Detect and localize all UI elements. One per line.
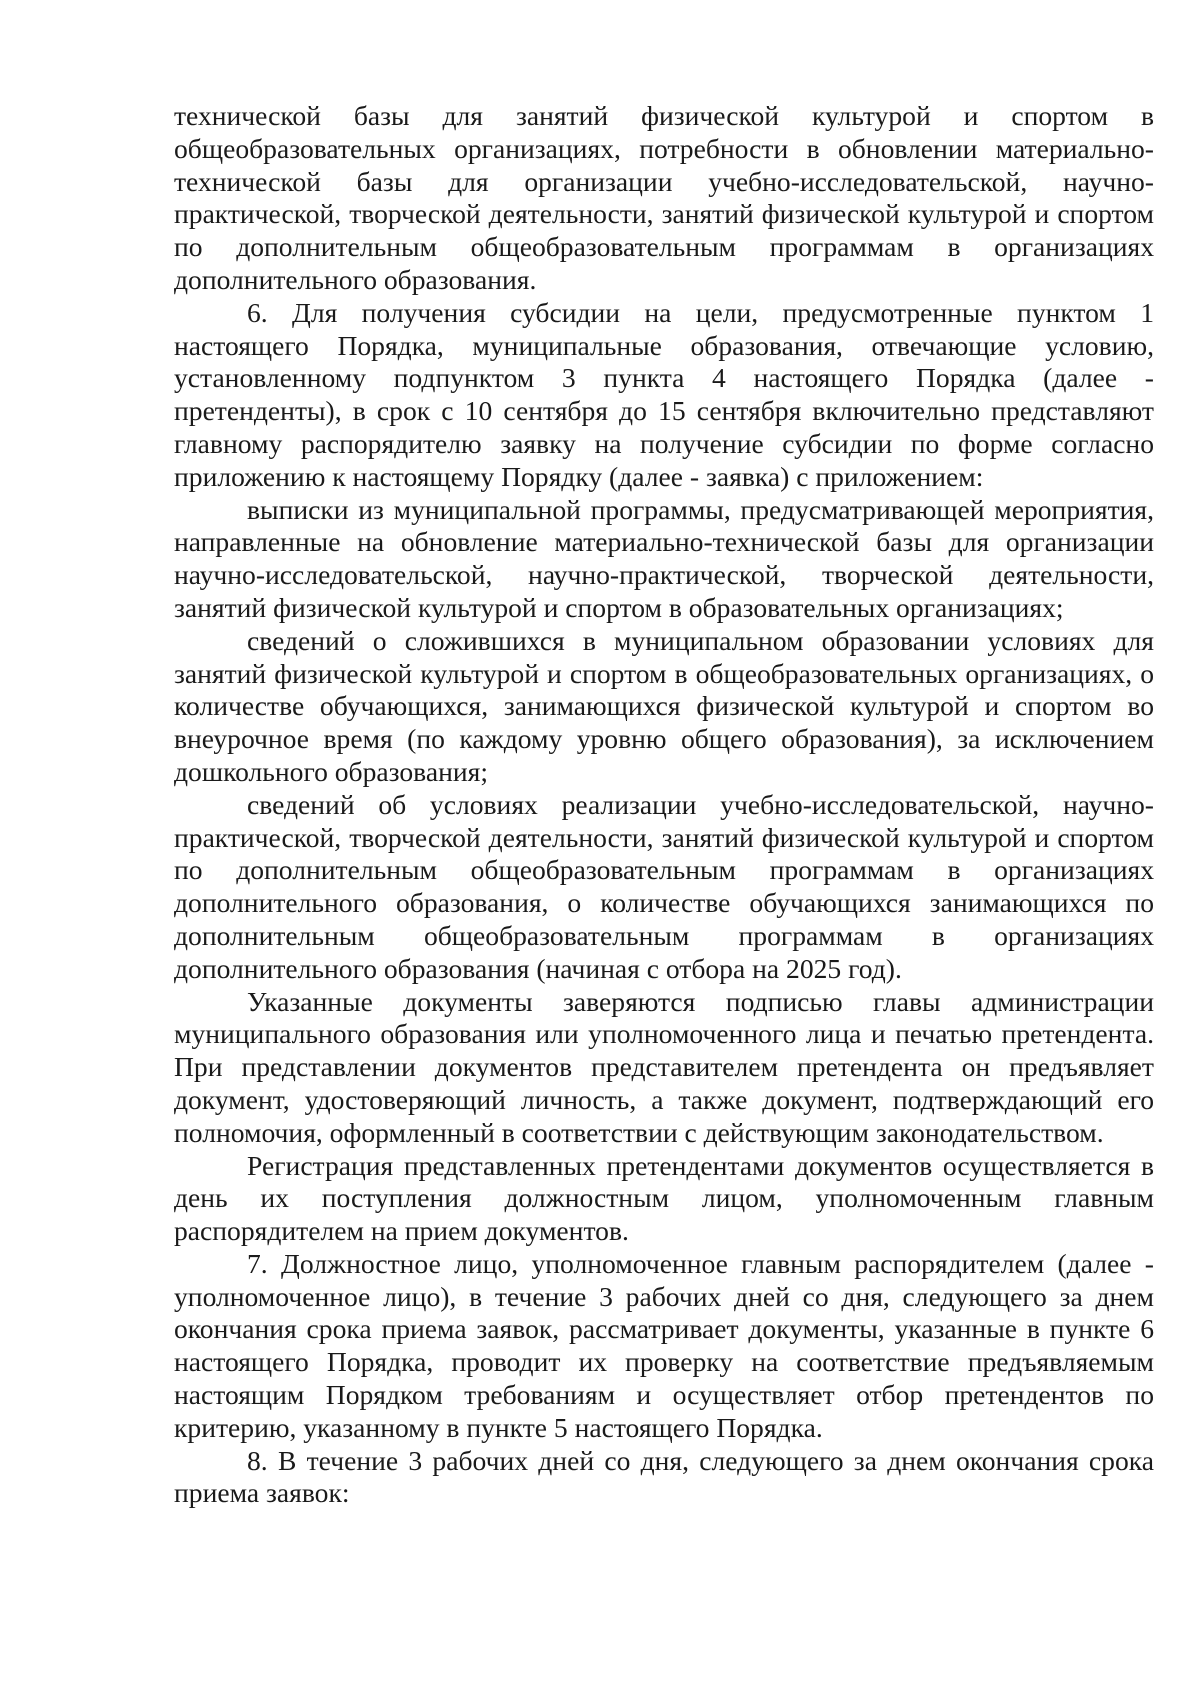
paragraph-registration: Регистрация представленных претендентами документов осуществляется в день их поступления должностным лицом, уполномоченным главным распорядителем на прием документов. — [174, 1149, 1154, 1247]
paragraph-item-6: 6. Для получения субсидии на цели, предусмотренные пунктом 1 настоящего Порядка, муниципальные образования, отвечающие условию, установленному подпунктом 3 пункта 4 настоящего Порядка (далее - претенденты), в срок с 10 сентября до 15 сентября включительно представляют главному распорядителю заявку на получение субсидии по форме согласно приложению к настоящему Порядку (далее - заявка) с приложением: — [174, 296, 1154, 492]
paragraph-item-7: 7. Должностное лицо, уполномоченное главным распорядителем (далее - уполномоченное лицо), в течение 3 рабочих дней со дня, следующего за днем окончания срока приема заявок, рассматривает документы, указанные в пункте 6 настоящего Порядка, проводит их проверку на соответствие предъявляемым настоящим Порядком требованиям и осуществляет отбор претендентов по критерию, указанному в пункте 5 настоящего Порядка. — [174, 1247, 1154, 1443]
paragraph-continuation: технической базы для занятий физической культурой и спортом в общеобразовательных организациях, потребности в обновлении материально-технической базы для организации учебно-исследовательской, научно-практической, творческой деятельности, занятий физической культурой и спортом по дополнительным общеобразовательным программам в организациях дополнительного образования. — [174, 100, 1154, 295]
paragraph-sports-conditions: сведений о сложившихся в муниципальном образовании условиях для занятий физической культурой и спортом в общеобразовательных организациях, о количестве обучающихся, занимающихся физической культурой и спортом во внеурочное время (по каждому уровню общего образования), за исключением дошкольного образования; — [174, 624, 1154, 787]
paragraph-program-extract: выписки из муниципальной программы, предусматривающей мероприятия, направленные на обновление материально-технической базы для организации научно-исследовательской, научно-практической, творческой деятельности, занятий физической культурой и спортом в образовательных организациях; — [174, 493, 1154, 623]
paragraph-research-conditions: сведений об условиях реализации учебно-исследовательской, научно-практической, творческой деятельности, занятий физической культурой и спортом по дополнительным общеобразовательным программам в организациях дополнительного образования, о количестве обучающихся занимающихся по дополнительным общеобразовательным программам в организациях дополнительного образования (начиная с отбора на 2025 год). — [174, 788, 1154, 984]
paragraph-certification: Указанные документы заверяются подписью главы администрации муниципального образования или уполномоченного лица и печатью претендента. При представлении документов представителем претендента он предъявляет документ, удостоверяющий личность, а также документ, подтверждающий его полномочия, оформленный в соответствии с действующим законодательством. — [174, 985, 1154, 1148]
paragraph-item-8: 8. В течение 3 рабочих дней со дня, следующего за днем окончания срока приема заявок: — [174, 1444, 1154, 1509]
document-page — [174, 100, 1154, 1510]
